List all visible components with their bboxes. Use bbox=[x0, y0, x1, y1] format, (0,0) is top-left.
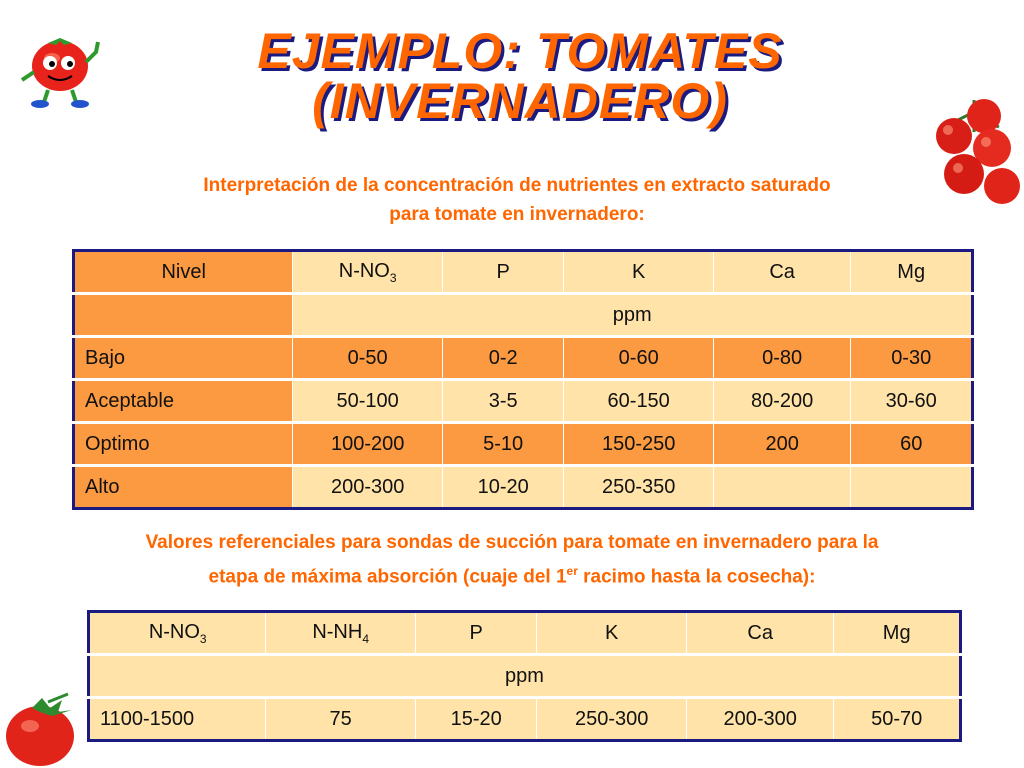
section1-subtitle bbox=[60, 171, 974, 229]
cell-ca: 80-200 bbox=[713, 380, 851, 423]
row-label: Alto bbox=[74, 466, 293, 509]
table-header-row bbox=[89, 612, 961, 655]
page-title-line2: (INVERNADERO) bbox=[312, 73, 728, 129]
header-k: K bbox=[564, 251, 713, 294]
header-nivel: Nivel bbox=[74, 251, 293, 294]
suction-probe-table bbox=[87, 610, 962, 742]
row-label: Optimo bbox=[74, 423, 293, 466]
cell-mg bbox=[851, 466, 973, 509]
section1-subtitle-line1: Interpretación de la concentración de nutrientes en extracto saturado bbox=[203, 175, 831, 196]
cell-mg: 60 bbox=[851, 423, 973, 466]
cell-mg: 0-30 bbox=[851, 337, 973, 380]
cell-n-no3: 50-100 bbox=[293, 380, 442, 423]
header-ca: Ca bbox=[686, 612, 833, 655]
header-p: P bbox=[415, 612, 537, 655]
nutrient-interpretation-table bbox=[72, 249, 974, 510]
cell-ca: 200 bbox=[713, 423, 851, 466]
cell-n-no3: 100-200 bbox=[293, 423, 442, 466]
unit-label: ppm bbox=[293, 294, 973, 337]
table-row bbox=[74, 337, 973, 380]
table-unit-row bbox=[74, 294, 973, 337]
cell-ca: 0-80 bbox=[713, 337, 851, 380]
header-n-no3: $N-NO_3$ bbox=[293, 251, 442, 294]
header-p: P bbox=[442, 251, 564, 294]
table-row bbox=[89, 698, 961, 741]
cell-p: 3-5 bbox=[442, 380, 564, 423]
header-n-no3: $N-NO_3$ bbox=[89, 612, 266, 655]
page-title-line1: EJEMPLO: TOMATES bbox=[257, 23, 783, 79]
cell-p: 10-20 bbox=[442, 466, 564, 509]
section1-subtitle-line2: para tomate en invernadero: bbox=[389, 204, 645, 225]
cell-k: 60-150 bbox=[564, 380, 713, 423]
header-ca: Ca bbox=[713, 251, 851, 294]
cell-p: 5-10 bbox=[442, 423, 564, 466]
cell-k: 150-250 bbox=[564, 423, 713, 466]
cell-ca bbox=[713, 466, 851, 509]
cell-n-no3: 0-50 bbox=[293, 337, 442, 380]
table-row bbox=[74, 466, 973, 509]
section2-subtitle-line2: etapa de máxima absorción (cuaje del 1er racimo hasta la cosecha): bbox=[208, 564, 816, 588]
header-n-nh4: $N-NH_4$ bbox=[266, 612, 415, 655]
cell-p: 0-2 bbox=[442, 337, 564, 380]
row-label: Aceptable bbox=[74, 380, 293, 423]
table-row bbox=[74, 380, 973, 423]
cell-n-nh4: 75 bbox=[266, 698, 415, 741]
tomato-icon bbox=[2, 690, 84, 768]
page-title bbox=[150, 23, 890, 129]
row-label: Bajo bbox=[74, 337, 293, 380]
cell-k: 250-300 bbox=[537, 698, 686, 741]
cell-k: 250-350 bbox=[564, 466, 713, 509]
header-k: K bbox=[537, 612, 686, 655]
cell-mg: 50-70 bbox=[834, 698, 961, 741]
cell-n-no3: 200-300 bbox=[293, 466, 442, 509]
cell-p: 15-20 bbox=[415, 698, 537, 741]
header-mg: Mg bbox=[851, 251, 973, 294]
unit-label: ppm bbox=[89, 655, 961, 698]
header-mg: Mg bbox=[834, 612, 961, 655]
table-header-row bbox=[74, 251, 973, 294]
section2-subtitle bbox=[4, 528, 1020, 591]
cell-mg: 30-60 bbox=[851, 380, 973, 423]
table-row bbox=[74, 423, 973, 466]
section2-subtitle-line1: Valores referenciales para sondas de succión para tomate en invernadero para la bbox=[145, 532, 879, 553]
tomato-mascot-icon bbox=[10, 30, 110, 110]
cell-k: 0-60 bbox=[564, 337, 713, 380]
table-unit-row bbox=[89, 655, 961, 698]
cell-ca: 200-300 bbox=[686, 698, 833, 741]
cell-n-no3: 1100-1500 bbox=[89, 698, 266, 741]
unit-row-blank bbox=[74, 294, 293, 337]
